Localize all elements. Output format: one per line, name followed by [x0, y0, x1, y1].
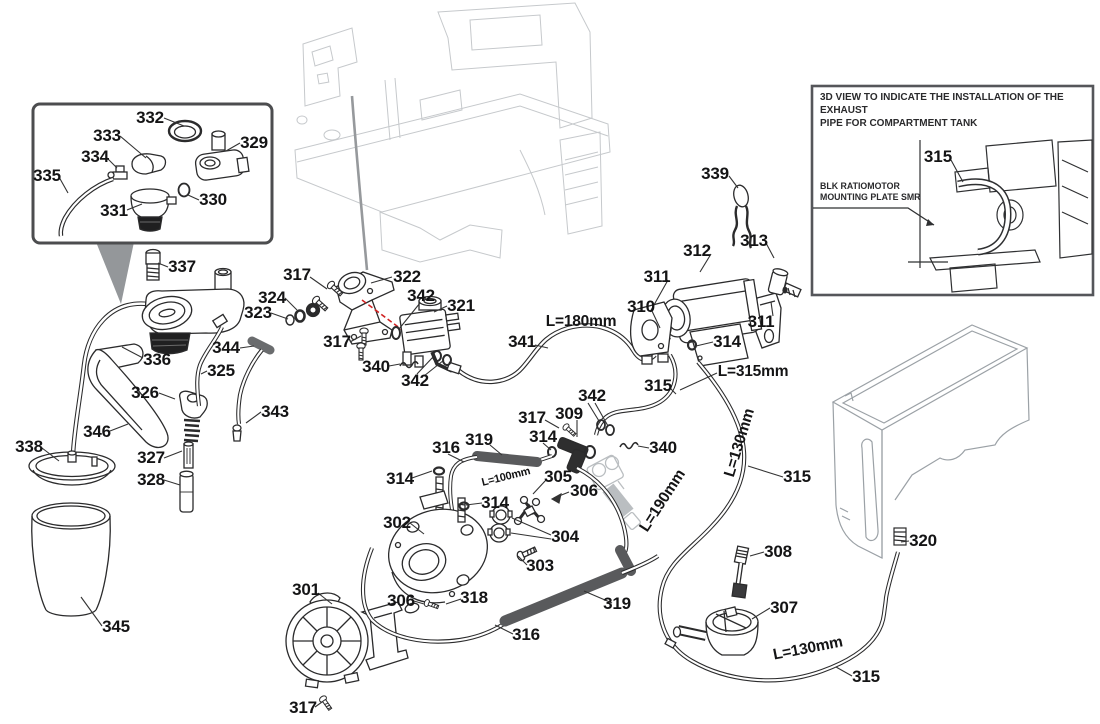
part-label-330: 330: [199, 190, 227, 209]
part-338-lid: [29, 451, 115, 485]
part-label-321: 321: [447, 296, 475, 315]
part-label-343: 343: [261, 402, 289, 421]
part-label-316: 316: [432, 438, 460, 457]
part-label-331: 331: [100, 201, 128, 220]
part-label-341: 341: [508, 332, 536, 351]
part-label-319: 319: [465, 430, 493, 449]
part-327-insert: [184, 442, 193, 468]
part-label-339: 339: [701, 164, 729, 183]
part-label-L-130mm: L=130mm: [771, 633, 845, 664]
part-312-pump: [631, 184, 801, 366]
exhaust-box-note-line2: MOUNTING PLATE SMR: [820, 192, 921, 202]
part-326-spout-fitting: [180, 391, 208, 441]
part-322-bracket: [311, 269, 413, 360]
part-label-323: 323: [244, 303, 272, 322]
part-308-sensor: [732, 546, 748, 598]
part-label-340: 340: [362, 357, 390, 376]
part-label-316: 316: [512, 625, 540, 644]
part-label-315: 315: [852, 667, 880, 686]
part-label-313: 313: [740, 231, 768, 250]
part-337-plug: [146, 250, 160, 281]
part-336-faucet: [139, 269, 244, 354]
part-label-302: 302: [383, 513, 411, 532]
exhaust-box-part-label: 315: [923, 147, 953, 166]
part-label-311: 311: [747, 312, 775, 331]
part-label-346: 346: [83, 422, 111, 441]
part-label-318: 318: [460, 588, 488, 607]
part-301-motor-mount: [286, 593, 439, 711]
exhaust-box-note-line1: BLK RATIOMOTOR: [820, 181, 900, 191]
part-label-334: 334: [81, 147, 109, 166]
part-label-336: 336: [143, 350, 171, 369]
part-label-327: 327: [137, 448, 165, 467]
part-339-fuse: [732, 184, 751, 248]
part-label-342: 342: [578, 386, 606, 405]
part-label-L-180mm: L=180mm: [545, 313, 617, 330]
part-313-elbow: [768, 268, 801, 297]
part-label-311: 311: [643, 267, 671, 286]
part-label-329: 329: [240, 133, 268, 152]
part-307-float-valve: [665, 546, 758, 655]
part-label-312: 312: [683, 241, 711, 260]
part-346-spout: [88, 344, 168, 447]
part-328-tube: [180, 471, 193, 512]
part-label-307: 307: [770, 598, 798, 617]
part-label-322: 322: [393, 267, 421, 286]
part-label-325: 325: [207, 361, 235, 380]
part-label-324: 324: [258, 288, 286, 307]
part-label-344: 344: [212, 338, 240, 357]
part-label-319: 319: [603, 594, 631, 613]
part-label-L-100mm: L=100mm: [480, 465, 532, 489]
part-label-310: 310: [627, 297, 655, 316]
part-label-328: 328: [137, 470, 165, 489]
part-label-317: 317: [289, 698, 317, 717]
exhaust-box-title: [820, 91, 1088, 130]
part-label-326: 326: [131, 383, 159, 402]
part-label-317: 317: [283, 265, 311, 284]
part-304-thermostats: [488, 506, 512, 542]
part-label-314: 314: [713, 332, 741, 351]
part-label-340: 340: [649, 438, 677, 457]
part-label-L-130mm: L=130mm: [721, 406, 758, 480]
part-label-314: 314: [529, 427, 557, 446]
inset-pointer-triangle: [96, 242, 134, 304]
part-label-333: 333: [93, 126, 121, 145]
part-label-308: 308: [764, 542, 792, 561]
part-label-314: 314: [386, 469, 414, 488]
part-label-332: 332: [136, 108, 164, 127]
ghost-valve: [586, 454, 641, 530]
part-label-314: 314: [481, 493, 509, 512]
part-label-317: 317: [323, 332, 351, 351]
part-label-305: 305: [544, 467, 572, 486]
exhaust-box-title-line1: 3D VIEW TO INDICATE THE INSTALLATION OF THE EXHAUST: [820, 92, 1064, 116]
part-label-L-190mm: L=190mm: [636, 466, 689, 535]
part-302-boiler: [379, 491, 545, 604]
steam-tap-assembly: [29, 250, 244, 617]
mid-small-parts: [197, 304, 319, 442]
part-label-342: 342: [407, 286, 435, 305]
water-tank: [833, 325, 1029, 558]
ghost-chassis: [295, 3, 610, 262]
chassis-pointer-line: [352, 96, 367, 270]
part-label-317: 317: [518, 408, 546, 427]
part-label-309: 309: [555, 404, 583, 423]
clip-340b: [620, 443, 638, 449]
part-label-338: 338: [15, 437, 43, 456]
exhaust-box-note: [820, 181, 940, 203]
part-label-303: 303: [526, 556, 554, 575]
part-label-306: 306: [570, 481, 598, 500]
part-305-bracket: [515, 497, 545, 525]
part-label-315: 315: [783, 467, 811, 486]
part-label-335: 335: [33, 166, 61, 185]
part-label-304: 304: [551, 527, 579, 546]
part-label-306: 306: [387, 591, 415, 610]
part-label-345: 345: [102, 617, 130, 636]
part-label-301: 301: [292, 580, 320, 599]
part-label-320: 320: [909, 531, 937, 550]
exhaust-box-title-line2: PIPE FOR COMPARTMENT TANK: [820, 118, 978, 129]
part-320-fitting: [894, 528, 906, 545]
part-label-L-315mm: L=315mm: [717, 363, 789, 380]
part-345-container: [32, 503, 111, 616]
part-label-342: 342: [401, 371, 429, 390]
part-label-315: 315: [644, 376, 672, 395]
part-321-solenoid-valve: [392, 297, 655, 382]
part-label-337: 337: [168, 257, 196, 276]
